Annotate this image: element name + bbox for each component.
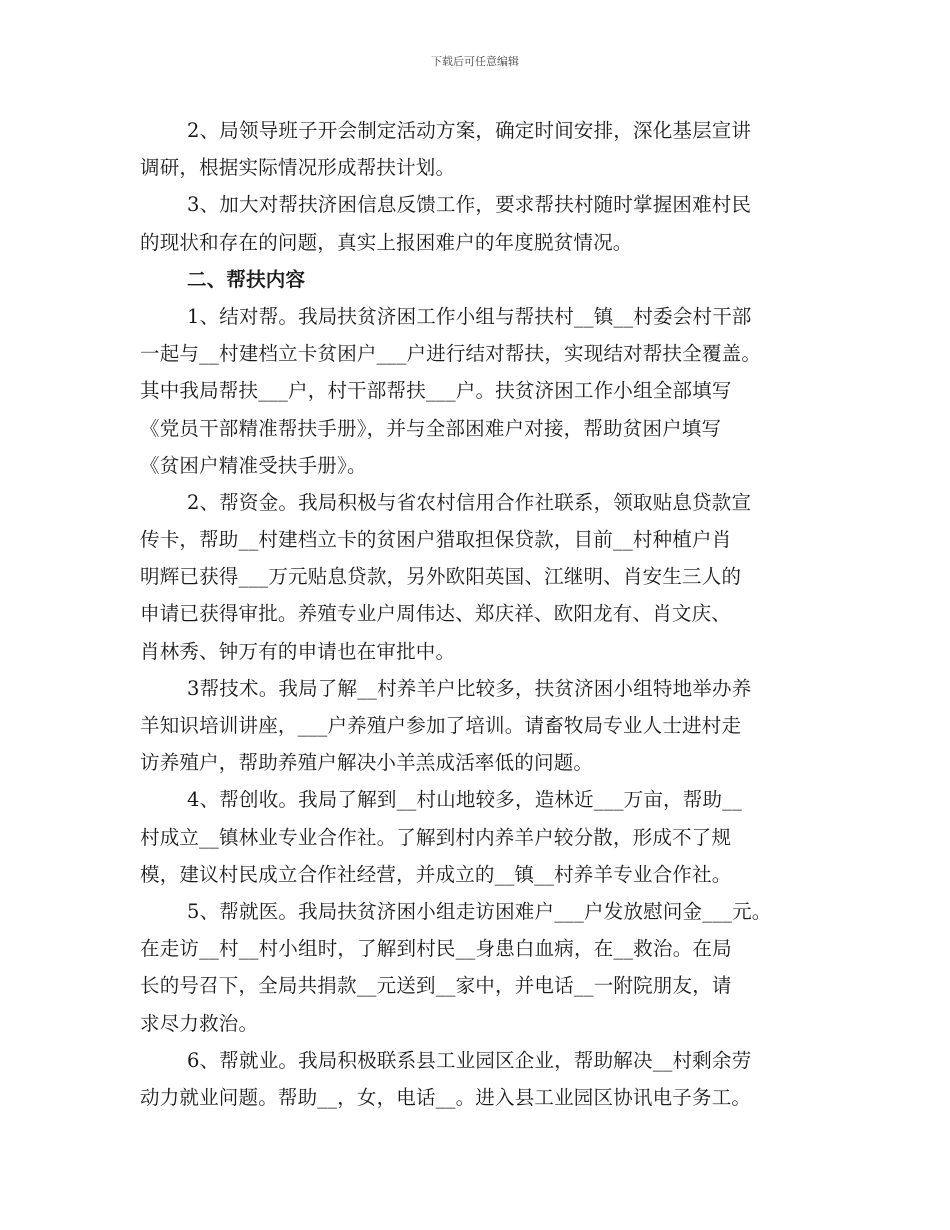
paragraph-line: 《党员干部精准帮扶手册》，并与全部困难户对接，帮助贫困户填写 <box>140 416 722 440</box>
paragraph-line: 村成立__镇林业专业合作社。了解到村内养羊户较分散，形成不了规 <box>140 825 732 849</box>
paragraph-line: 调研，根据实际情况形成帮扶计划。 <box>140 156 456 180</box>
section-heading: 二、帮扶内容 <box>187 267 306 291</box>
document-body <box>140 112 820 1116</box>
paragraph-line: 求尽力救治。 <box>140 1011 259 1035</box>
paragraph-line: 长的号召下，全局共捐款__元送到__家中，并电话__一附院朋友，请 <box>140 974 732 998</box>
paragraph-line: 明辉已获得___万元贴息贷款，另外欧阳英国、江继明、肖安生三人的 <box>140 565 742 589</box>
paragraph-line: 传卡，帮助__村建档立卡的贫困户猎取担保贷款，目前__村种植户肖 <box>140 528 732 552</box>
paragraph-line: 1、结对帮。我局扶贫济困工作小组与帮扶村__镇__村委会村干部 <box>187 304 752 328</box>
paragraph-line: 羊知识培训讲座，___户养殖户参加了培训。请畜牧局专业人士进村走 <box>140 714 742 737</box>
paragraph-line: 其中我局帮扶___户，村干部帮扶___户。扶贫济困工作小组全部填写 <box>140 379 732 403</box>
paragraph-line: 模，建议村民成立合作社经营，并成立的__镇__村养羊专业合作社。 <box>140 862 732 886</box>
paragraph-line: 动力就业问题。帮助__，女，电话__。进入县工业园区协讯电子务工。 <box>140 1085 752 1109</box>
paragraph-line: 6、帮就业。我局积极联系县工业园区企业，帮助解决__村剩余劳 <box>187 1048 752 1072</box>
paragraph-line: 的现状和存在的问题，真实上报困难户的年度脱贫情况。 <box>140 230 633 254</box>
paragraph-line: 3帮技术。我局了解__村养羊户比较多，扶贫济困小组特地举办养 <box>187 676 752 700</box>
page-header-note: 下载后可任意编辑 <box>431 55 519 68</box>
paragraph-line: 2、帮资金。我局积极与省农村信用合作社联系，领取贴息贷款宣 <box>187 490 752 514</box>
paragraph-line: 4、帮创收。我局了解到__村山地较多，造林近___万亩，帮助__ <box>187 788 743 812</box>
paragraph-line: 3、加大对帮扶济困信息反馈工作，要求帮扶村随时掌握困难村民 <box>187 193 752 217</box>
paragraph-line: 《贫困户精准受扶手册》。 <box>140 453 367 477</box>
paragraph-line: 在走访__村__村小组时，了解到村民__身患白血病，在__救治。在局 <box>140 937 732 961</box>
paragraph-line: 5、帮就医。我局扶贫济困小组走访困难户___户发放慰问金___元。 <box>187 899 772 923</box>
paragraph-line: 肖林秀、钟万有的申请也在审批中。 <box>140 639 456 663</box>
paragraph-line: 申请已获得审批。养殖专业户周伟达、郑庆祥、欧阳龙有、肖文庆、 <box>140 602 732 626</box>
paragraph-line: 2、局领导班子开会制定活动方案，确定时间安排，深化基层宣讲 <box>187 119 752 142</box>
paragraph-line: 一起与__村建档立卡贫困户___户进行结对帮扶，实现结对帮扶全覆盖。 <box>140 342 762 366</box>
paragraph-line: 访养殖户，帮助养殖户解决小羊羔成活率低的问题。 <box>140 751 594 775</box>
